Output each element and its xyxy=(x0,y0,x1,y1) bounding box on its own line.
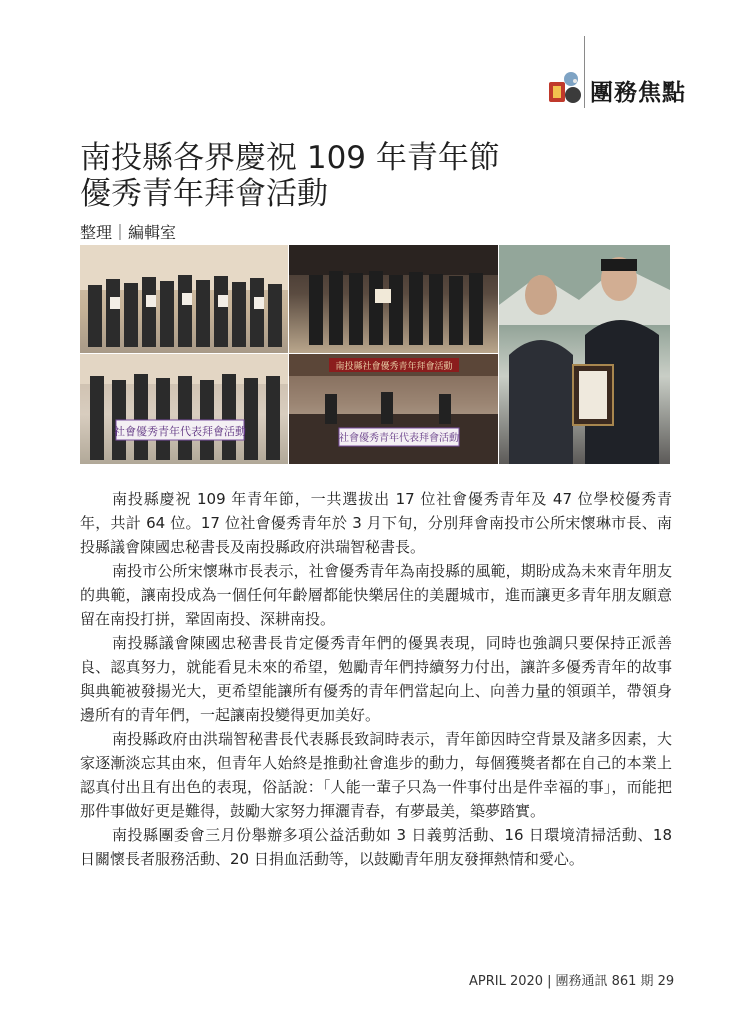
footer-date: APRIL 2020 xyxy=(469,974,544,989)
photo-council-meeting-illustration xyxy=(289,245,498,353)
section-label: 團務焦點 xyxy=(590,80,686,106)
footer-separator: | xyxy=(547,974,552,989)
org-emblem-icon xyxy=(547,70,581,106)
article-title xyxy=(80,140,500,212)
article-byline: 整理｜編輯室 xyxy=(80,223,177,242)
photo-banner-group xyxy=(80,354,288,464)
page-footer xyxy=(469,970,674,989)
photo-collage xyxy=(80,245,670,464)
photo-certificate-handover xyxy=(499,245,670,464)
photo-government-meeting xyxy=(289,354,498,464)
photo-certificate-handover-illustration xyxy=(499,245,670,464)
photo-banner-text-p4: 社會優秀青年代表拜會活動 xyxy=(339,433,459,444)
article-body xyxy=(80,487,672,871)
photo-government-meeting-illustration xyxy=(289,354,498,464)
photo-group-award-illustration xyxy=(80,245,288,353)
footer-issue: 團務通訊 861 期 29 xyxy=(555,974,675,989)
article-paragraph: 南投縣政府由洪瑞智秘書長代表縣長致詞時表示，青年節因時空背景及諸多因素，大家逐漸淡忘其由來，但青年人始終是推動社會進步的動力，每個獲獎者都在自己的本業上認真付出且有出色的表現，俗話說：「人能一輩子只為一件事付出是件幸福的事」，而能把那件事做好更是難得，鼓勵大家努力揮灑青春，有夢最美，築夢踏實。 xyxy=(80,730,672,820)
article-title-line-1: 南投縣各界慶祝 109 年青年節 xyxy=(80,140,500,176)
article-paragraph: 南投縣慶祝 109 年青年節，一共選拔出 17 位社會優秀青年及 47 位學校優秀青年，共計 64 位。17 位社會優秀青年於 3 月下旬，分別拜會南投市公所宋懷琳市長、南投縣議會陳國忠秘書長及南投縣政府洪瑞智秘書長。 xyxy=(80,490,672,556)
header-divider xyxy=(584,36,585,108)
article-title-line-2: 優秀青年拜會活動 xyxy=(80,176,328,212)
article-paragraph: 南投市公所宋懷琳市長表示，社會優秀青年為南投縣的風範，期盼成為未來青年朋友的典範，讓南投成為一個任何年齡層都能快樂居住的美麗城市，進而讓更多青年朋友願意留在南投打拼，鞏固南投、深耕南投。 xyxy=(80,562,672,628)
photo-banner-text-p3: 社會優秀青年代表拜會活動 xyxy=(114,425,246,438)
article-paragraph: 南投縣議會陳國忠秘書長肯定優秀青年們的優異表現，同時也強調只要保持正派善良、認真努力，就能看見未來的希望，勉勵青年們持續努力付出，讓許多優秀青年的故事與典範被發揚光大，更希望能讓所有優秀的青年們當起向上、向善力量的領頭羊，帶領身邊所有的青年們，一起讓南投變得更加美好。 xyxy=(80,634,672,724)
photo-group-award xyxy=(80,245,288,353)
photo-council-meeting xyxy=(289,245,498,353)
photo-banner-text-p2: 南投縣社會優秀青年拜會活動 xyxy=(335,362,453,372)
photo-banner-group-illustration xyxy=(80,354,288,464)
article-paragraph: 南投縣團委會三月份舉辦多項公益活動如 3 日義剪活動、16 日環境清掃活動、18 日關懷長者服務活動、20 日捐血活動等，以鼓勵青年朋友發揮熱情和愛心。 xyxy=(80,826,672,868)
